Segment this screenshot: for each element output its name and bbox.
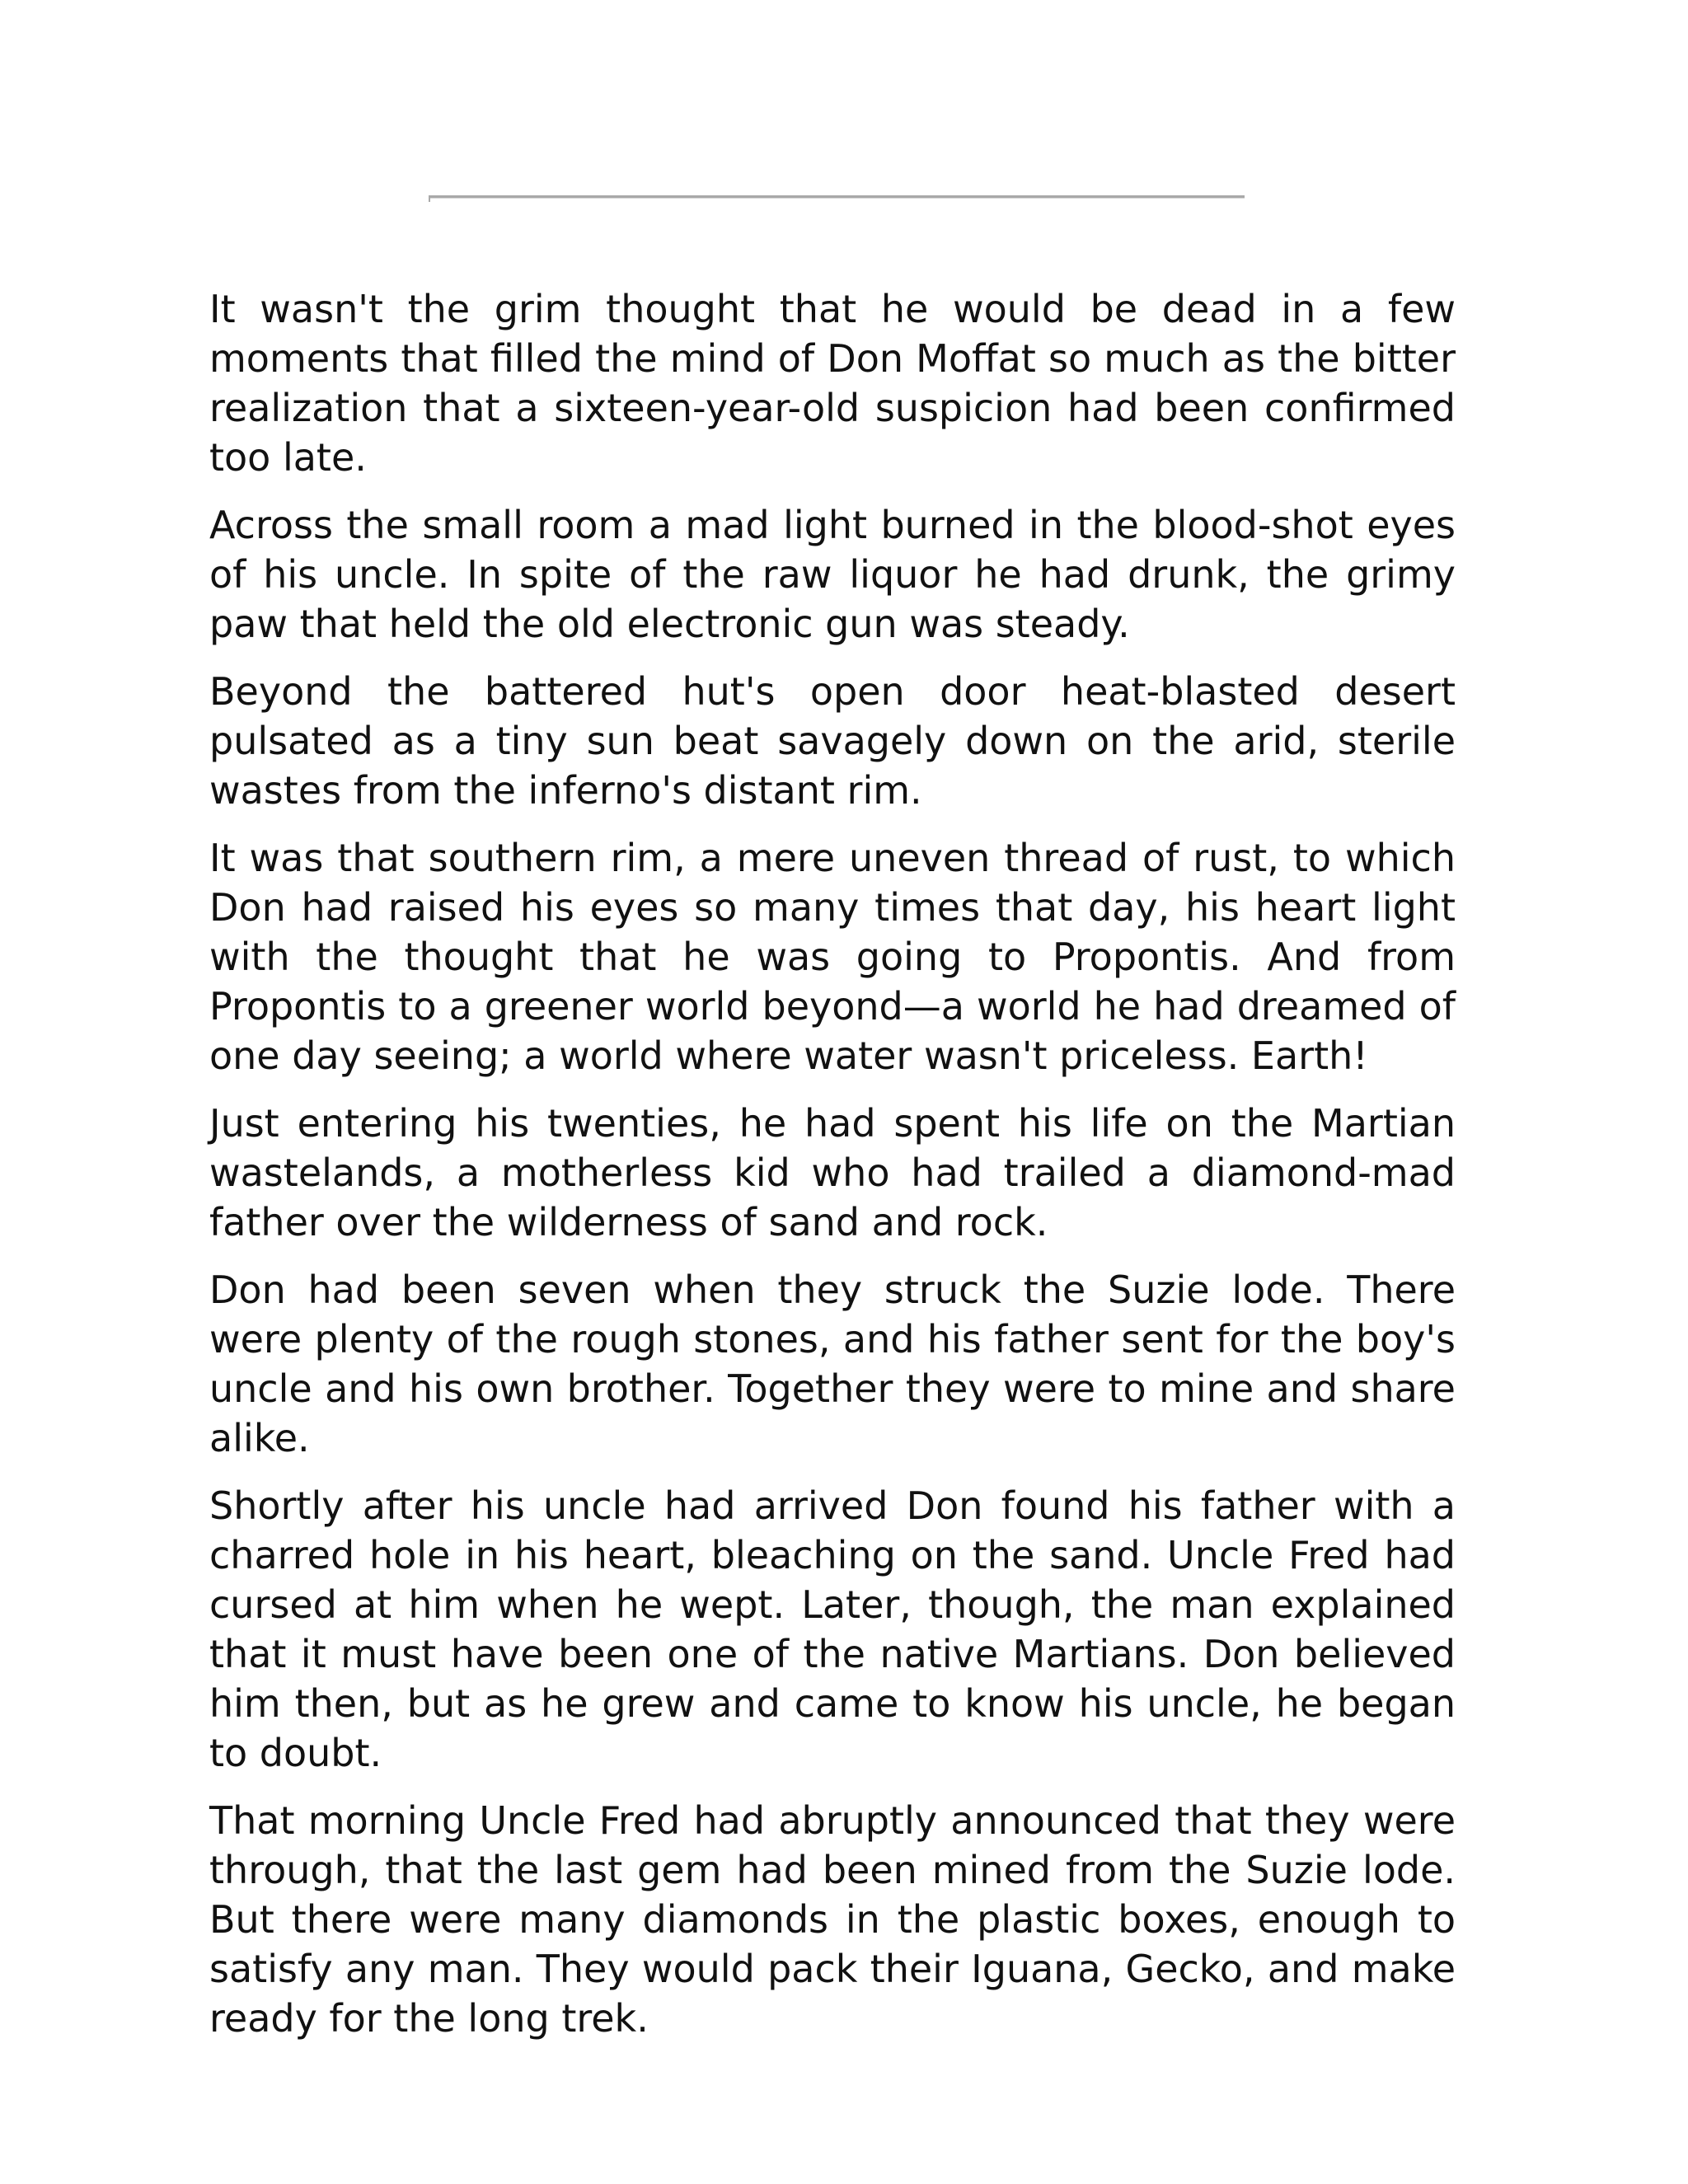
paragraph: Just entering his twenties, he had spent his life on the Martian wastelands, a motherless kid who had trailed a diamond-mad father over the wilderness of sand and rock.	[209, 1101, 1456, 1244]
paragraph: Across the small room a mad light burned in the blood-shot eyes of his uncle. In spite of the raw liquor he had drunk, the grimy paw that held the old electronic gun was steady.	[209, 503, 1456, 646]
paragraph: It was that southern rim, a mere uneven thread of rust, to which Don had raised his eyes so many times that day, his heart light with the thought that he was going to Propontis. And from Propontis to a greener world beyond—a world he had dreamed of one day seeing; a world where water wasn't priceless. Earth!	[209, 836, 1456, 1078]
paragraph: It wasn't the grim thought that he would be dead in a few moments that filled the mind of Don Moffat so much as the bitter realization that a sixteen-year-old suspicion had been confirmed too late.	[209, 287, 1456, 480]
story-text	[209, 284, 1456, 2061]
section-divider	[429, 195, 1245, 199]
paragraph: Beyond the battered hut's open door heat-blasted desert pulsated as a tiny sun beat savagely down on the arid, sterile wastes from the inferno's distant rim.	[209, 669, 1456, 813]
paragraph: Don had been seven when they struck the Suzie lode. There were plenty of the rough stones, and his father sent for the boy's uncle and his own brother. Together they were to mine and share alike.	[209, 1268, 1456, 1460]
paragraph: That morning Uncle Fred had abruptly announced that they were through, that the last gem had been mined from the Suzie lode. But there were many diamonds in the plastic boxes, enough to satisfy any man. They would pack their Iguana, Gecko, and make ready for the long trek.	[209, 1798, 1456, 2041]
paragraph: Shortly after his uncle had arrived Don found his father with a charred hole in his heart, bleaching on the sand. Uncle Fred had cursed at him when he wept. Later, though, the man explained that it must have been one of the native Martians. Don believed him then, but as he grew and came to know his uncle, he began to doubt.	[209, 1483, 1456, 1775]
